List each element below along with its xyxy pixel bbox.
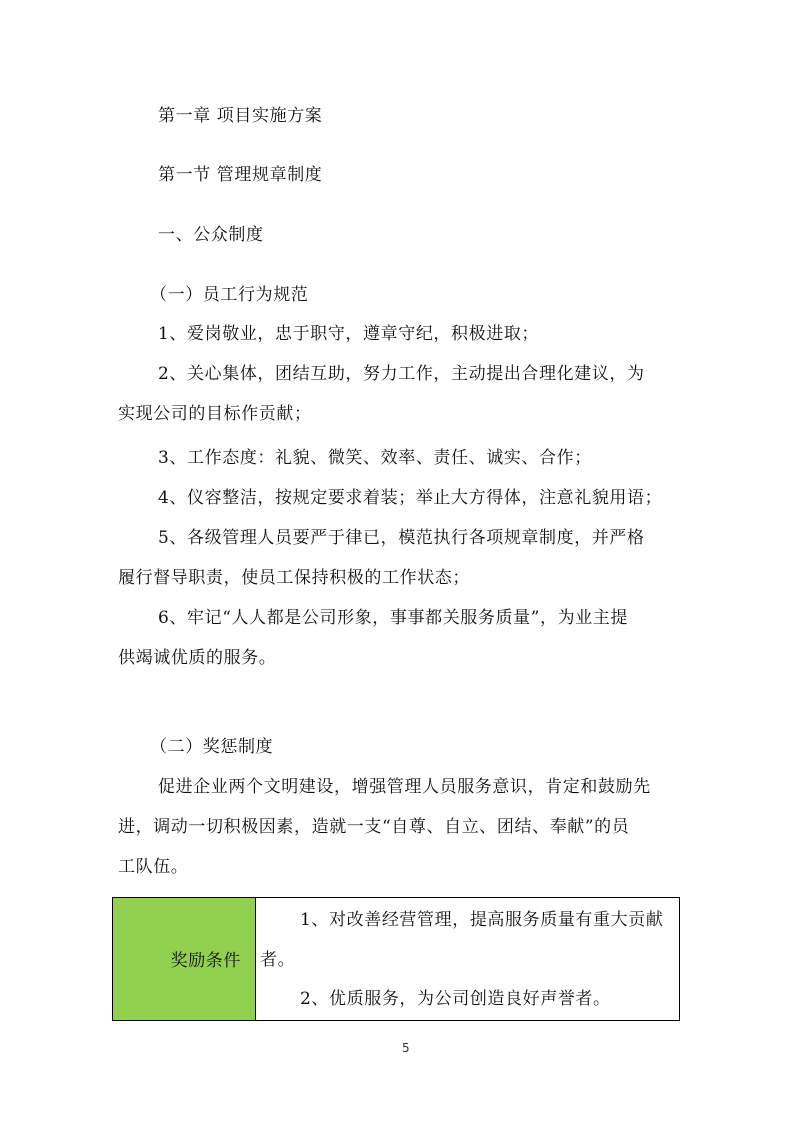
paragraph-line: 1、爱岗敬业，忠于职守，遵章守纪，积极进取； [158,324,540,344]
chapter-title: 第一章 项目实施方案 [158,106,323,126]
reward-conditions-table [112,897,680,1021]
paragraph-line: 供竭诚优质的服务。 [118,648,277,668]
table-content-line: 1、对改善经营管理，提高服务质量有重大贡献 [300,910,664,930]
page-number: 5 [402,1041,410,1055]
table-label-cell [113,898,256,1020]
paragraph-line: 实现公司的目标作贡献； [118,404,312,424]
paragraph-line: 6、牢记“人人都是公司形象，事事都关服务质量”，为业主提 [158,608,628,628]
part1-heading: （一）员工行为规范 [150,285,309,305]
part2-heading: （二）奖惩制度 [150,737,274,757]
table-content-cell [256,898,679,1020]
subsection-title: 一、公众制度 [158,225,264,245]
section-title: 第一节 管理规章制度 [158,165,323,185]
paragraph-line: 履行督导职责，使员工保持积极的工作状态； [118,568,470,588]
table-content-line: 2、优质服务，为公司创造良好声誉者。 [300,989,611,1009]
paragraph-line: 工队伍。 [118,857,189,877]
table-label: 奖励条件 [170,951,241,971]
paragraph-line: 5、各级管理人员要严于律已，模范执行各项规章制度，并严格 [158,528,645,548]
paragraph-line: 2、关心集体，团结互助，努力工作，主动提出合理化建议，为 [158,364,645,384]
table-content-line: 者。 [260,950,296,970]
paragraph-line: 3、工作态度：礼貌、微笑、效率、责任、诚实、合作； [158,448,592,468]
paragraph-line: 进，调动一切积极因素，造就一支“自尊、自立、团结、奉献”的员 [118,817,630,837]
paragraph-line: 促进企业两个文明建设，增强管理人员服务意识，肯定和鼓励先 [158,777,651,797]
paragraph-line: 4、仪容整洁，按规定要求着装；举止大方得体，注意礼貌用语； [158,488,663,508]
